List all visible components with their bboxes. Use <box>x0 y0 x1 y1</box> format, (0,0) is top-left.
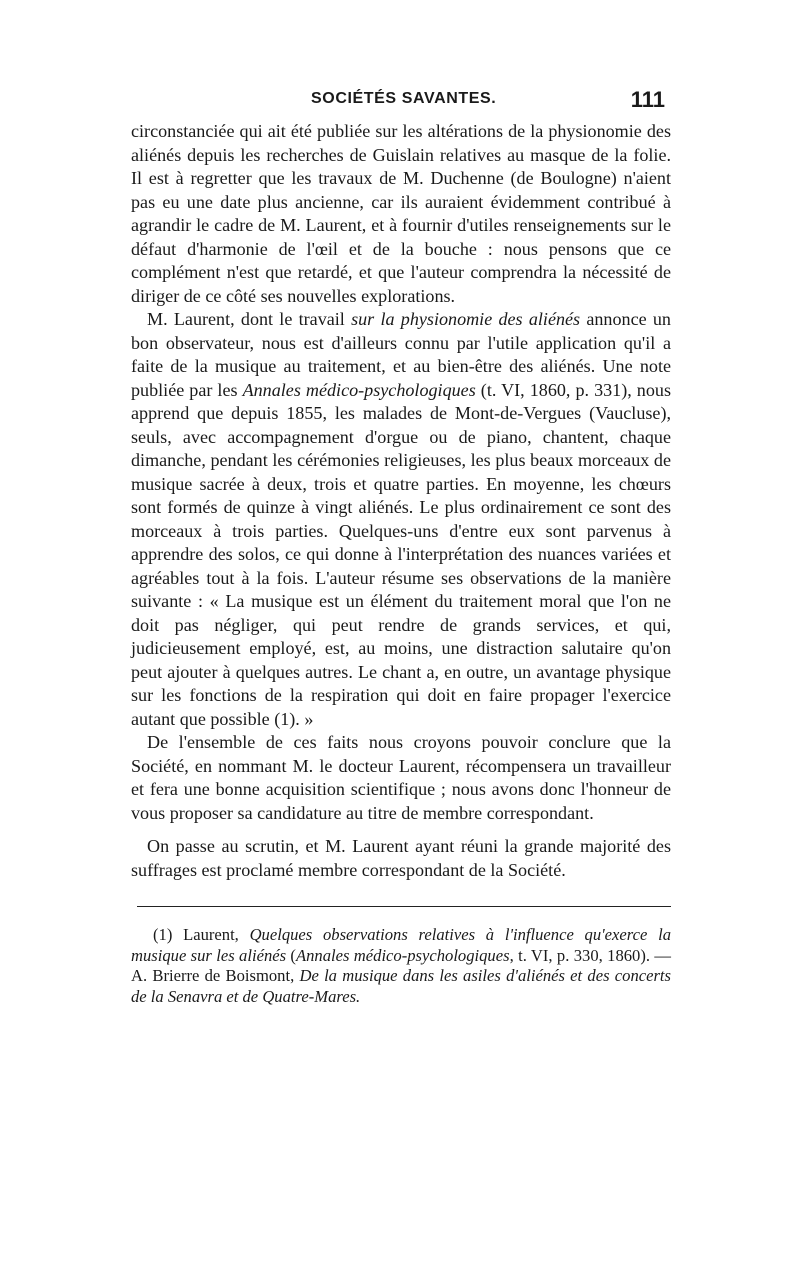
running-head-title: SOCIÉTÉS SAVANTES. <box>311 90 497 107</box>
footnote <box>131 925 671 1007</box>
paragraph <box>131 731 671 825</box>
text-run: (1) Laurent, <box>153 925 250 944</box>
text-run: M. Laurent, dont le travail <box>147 309 352 329</box>
italic-text: sur la physionomie des aliénés <box>351 309 581 329</box>
text-run: (t. VI, 1860, p. 331), nous apprend que depuis 1855, les malades de Mont-de-Vergues (Vaucluse), seuls, avec accompagnement d'orgue ou de piano, chantent, chaque dimanche, pendant les cérémonies religieuses, les plus beaux morceaux de musique sacrée à deux, trois et quatre parties. En moyenne, les chœurs sont formés de quinze à vingt aliénés. Le plus ordinairement ce sont des morceaux à trois parties. Quelques-uns d'entre eux sont parvenus à apprendre des solos, ce qui donne à l'interprétation des nuances variées et agréables tout à la fois. L'auteur résume ses observations de la manière suivante : « La musique est un élément du traitement moral que l'on ne doit pas négliger, qui peut rendre de grands services, et qui, judicieusement employé, est, au moins, une distraction salutaire qu'on peut ajouter à quelques autres. Le chant a, en outre, un avantage physique sur les fonctions de la respiration qui doit en faire propager l'exercice autant que possible (1). » <box>131 379 671 729</box>
body-text <box>131 120 671 882</box>
text-run: De l'ensemble de ces faits nous croyons pouvoir conclure que la Société, en nommant M. le docteur Laurent, récompensera un travailleur et fera une bonne acquisition scientifique ; nous avons donc l'honneur de vous proposer sa candidature au titre de membre correspondant. <box>131 732 671 823</box>
page-number: 111 <box>630 87 665 112</box>
paragraph <box>131 835 671 882</box>
italic-text: Quelques observations relatives à l'influence qu'exerce la musique sur les aliénés <box>131 925 671 965</box>
paragraph <box>131 308 671 731</box>
footnote-rule <box>137 906 671 907</box>
italic-text: Annales médico-psychologiques <box>295 945 510 965</box>
italic-text: Annales médico-psychologiques <box>242 379 476 400</box>
text-run: circonstanciée qui ait été publiée sur les altérations de la physionomie des aliénés depuis les recherches de Guislain relatives au masque de la folie. Il est à regretter que les travaux de M. Duchenne (de Boulogne) n'aient pas eu une date plus ancienne, car ils auraient évidemment contribué à agrandir le cadre de M. Laurent, et à fournir d'utiles renseignements sur le défaut d'harmonie de l'œil et de la bouche : nous pensons que ce complément n'est que retardé, et que l'auteur comprendra la nécessité de diriger de ce côté ses nouvelles explorations. <box>131 121 671 306</box>
italic-text: De la musique dans les asiles d'aliénés et des concerts de la Senavra et de Quatre-Mares. <box>131 966 671 1006</box>
text-run: On passe au scrutin, et M. Laurent ayant réuni la grande majorité des suffrages est proclamé membre correspondant de la Société. <box>131 836 671 880</box>
text-run: annonce un bon observateur, nous est d'ailleurs connu par l'utile application qu'il a faite de la musique au traitement, et au bien-être des aliénés. Une note publiée par les <box>131 309 671 400</box>
footnotes <box>131 925 671 1007</box>
text-run: ( <box>286 945 296 965</box>
running-head <box>131 87 671 120</box>
text-run: , t. VI, p. 330, 1860). — A. Brierre de Boismont, <box>131 945 671 985</box>
paragraph <box>131 120 671 308</box>
book-page <box>131 87 671 1007</box>
